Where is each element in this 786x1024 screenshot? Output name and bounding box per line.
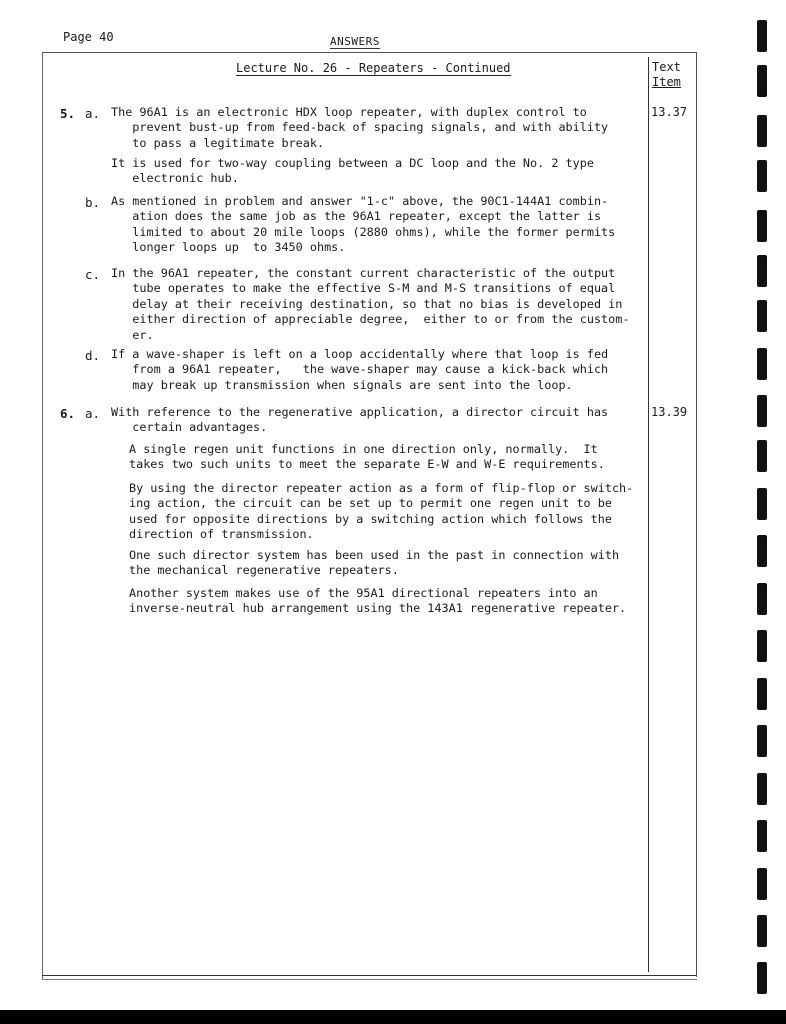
answer-paragraph: In the 96A1 repeater, the constant current characteristic of the output tube operates to make the effective S-M and M-S transitions of equal delay at their receiving destination, so that no bias is developed in either direction of appreciable degree, either to or from the custom- er.	[111, 266, 630, 342]
part-letter: d.	[85, 348, 101, 363]
text-item-ref: 13.37	[651, 105, 688, 119]
answer-paragraph: As mentioned in problem and answer "1-c" above, the 90C1-144A1 combin- ation does the same job as the 96A1 repeater, except the latter is limited to about 20 mile loops (2880 ohms), while the former permits longer loops up to 3450 ohms.	[111, 194, 616, 255]
text-item-column-header	[652, 60, 681, 90]
answer-paragraph: It is used for two-way coupling between a DC loop and the No. 2 type electronic hub.	[111, 156, 594, 186]
page-heading: ANSWERS	[330, 35, 380, 48]
column-header-line1: Text	[652, 60, 681, 74]
answer-number: 5.	[60, 106, 76, 121]
frame-bottom-rule	[42, 975, 697, 976]
answer-paragraph: By using the director repeater action as a form of flip-flop or switch- ing action, the circuit can be set up to permit one regen unit to be used for opposite directions by a switching action which follows the direction of transmission.	[129, 481, 634, 542]
answer-paragraph: One such director system has been used in the past in connection with the mechanical regenerative repeaters.	[129, 548, 620, 578]
column-header-line2: Item	[652, 75, 681, 89]
text-item-ref: 13.39	[651, 405, 688, 419]
frame-right-rule	[696, 52, 697, 977]
answer-number: 6.	[60, 406, 76, 421]
frame-left-rule	[42, 52, 43, 980]
answer-paragraph: The 96A1 is an electronic HDX loop repeater, with duplex control to prevent bust-up from feed-back of spacing signals, and with ability to pass a legitimate break.	[111, 105, 609, 150]
frame-top-rule	[42, 52, 697, 53]
answer-paragraph: A single regen unit functions in one direction only, normally. It takes two such units to meet the separate E-W and W-E requirements.	[129, 442, 605, 472]
part-letter: b.	[85, 195, 101, 210]
answer-paragraph: With reference to the regenerative application, a director circuit has certain advantages.	[111, 405, 609, 435]
lecture-title: Lecture No. 26 - Repeaters - Continued	[236, 61, 511, 75]
answer-paragraph: If a wave-shaper is left on a loop accidentally where that loop is fed from a 96A1 repeater, the wave-shaper may cause a kick-back which may break up transmission when signals are sent into the loop.	[111, 347, 609, 392]
text-item-column-divider	[648, 57, 649, 972]
part-letter: c.	[85, 267, 101, 282]
scan-bottom-edge	[0, 1010, 786, 1024]
page-number: Page 40	[63, 30, 114, 44]
answer-paragraph: Another system makes use of the 95A1 directional repeaters into an inverse-neutral hub arrangement using the 143A1 regenerative repeater.	[129, 586, 627, 616]
frame-bottom-rule-secondary	[42, 979, 697, 980]
binder-edge	[757, 0, 771, 1024]
part-letter: a.	[85, 406, 101, 421]
part-letter: a.	[85, 106, 101, 121]
